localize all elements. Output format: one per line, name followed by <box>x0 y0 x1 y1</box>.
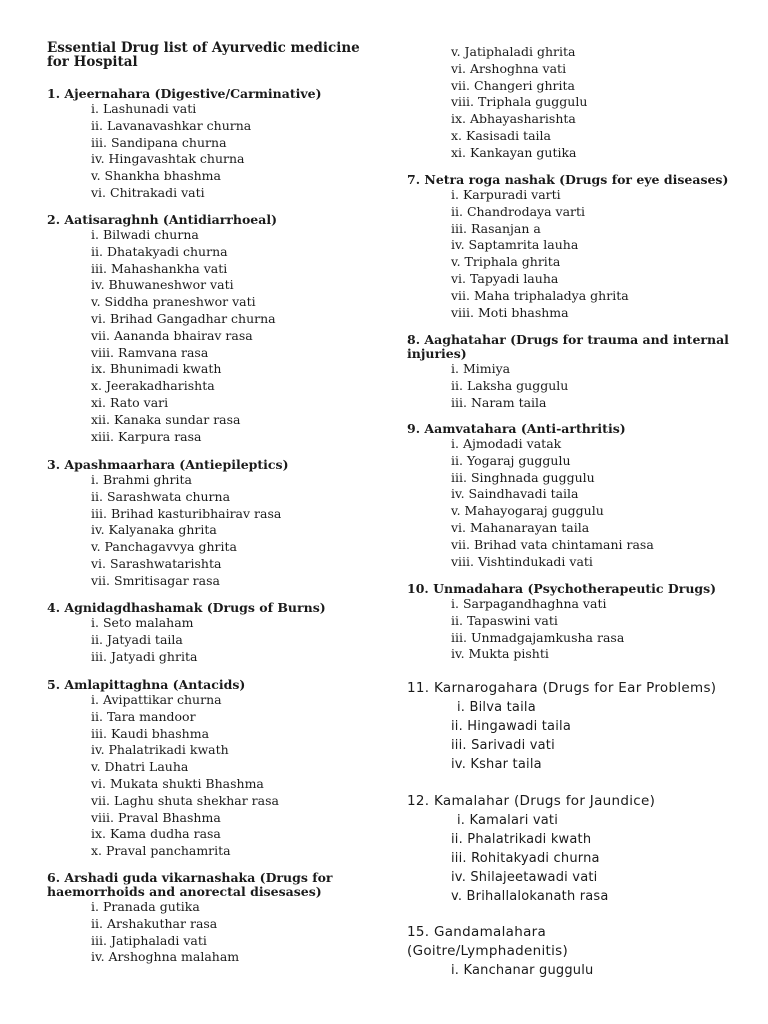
drug-item: ii. Tapaswini vati <box>451 612 558 628</box>
drug-item: i. Pranada gutika <box>91 899 200 914</box>
drug-list <box>407 596 757 663</box>
drug-item: iii. Jatiphaladi vati <box>91 932 207 948</box>
drug-item: iv. Shilajeetawadi vati <box>451 870 598 885</box>
drug-item: v. Dhatri Lauha <box>91 759 189 775</box>
drug-item: i. Kamalari vati <box>457 813 559 828</box>
drug-item: ii. Tara mandoor <box>91 708 196 724</box>
drug-item: i. Bilva taila <box>457 700 536 715</box>
drug-item: vi. Tapyadi lauha <box>451 270 559 286</box>
section-gandamalahara <box>407 923 667 980</box>
drug-item: vi. Mukata shukti Bhashma <box>91 775 264 791</box>
drug-item: xiii. Karpura rasa <box>91 428 202 444</box>
drug-list <box>407 361 757 411</box>
section-heading: 7. Netra roga nashak (Drugs for eye diseases) <box>407 172 729 187</box>
section-aamvatahara <box>407 422 757 570</box>
drug-item: iii. Jatyadi ghrita <box>91 648 198 664</box>
drug-item: i. Bilwadi churna <box>91 227 199 242</box>
drug-item: i. Ajmodadi vatak <box>451 436 562 451</box>
section-heading: 9. Aamvatahara (Anti-arthritis) <box>407 421 626 436</box>
drug-item: ii. Chandrodaya varti <box>451 203 586 219</box>
drug-list <box>47 227 387 445</box>
section-amlapittaghna <box>47 678 387 860</box>
drug-item: ii. Sarashwata churna <box>91 488 231 504</box>
section-unmadahara <box>407 582 757 663</box>
drug-item: ii. Yogaraj guggulu <box>451 452 571 468</box>
section-heading: 5. Amlapittaghna (Antacids) <box>47 677 246 692</box>
drug-item: iv. Mukta pishti <box>451 646 549 662</box>
drug-item: iv. Saindhavadi taila <box>451 486 579 502</box>
drug-item: iii. Rohitakyadi churna <box>451 851 600 866</box>
section-aatisaraghnh <box>47 213 387 445</box>
drug-list <box>407 44 757 162</box>
drug-item: vii. Laghu shuta shekhar rasa <box>91 792 279 808</box>
drug-item: x. Praval panchamrita <box>91 843 231 859</box>
drug-item: iv. Arshoghna malaham <box>91 949 240 965</box>
drug-item: vi. Mahanarayan taila <box>451 519 590 535</box>
section-heading: 4. Agnidagdhashamak (Drugs of Burns) <box>47 600 326 615</box>
drug-item: vi. Sarashwatarishta <box>91 555 222 571</box>
document-title: Essential Drug list of Ayurvedic medicine for Hospital <box>47 40 360 70</box>
drug-item: i. Mimiya <box>451 361 511 376</box>
section-karnarogahara <box>407 679 757 774</box>
drug-item: iii. Brihad kasturibhairav rasa <box>91 505 282 521</box>
drug-item: vi. Arshoghna vati <box>451 60 567 76</box>
drug-item: ix. Kama dudha rasa <box>91 826 221 842</box>
drug-item: iii. Kaudi bhashma <box>91 725 210 741</box>
drug-item: iii. Mahashankha vati <box>91 260 228 276</box>
drug-item: v. Panchagavvya ghrita <box>91 539 237 555</box>
drug-item: i. Lashunadi vati <box>91 101 197 116</box>
drug-item: ii. Hingawadi taila <box>451 719 571 734</box>
drug-list <box>407 961 667 980</box>
drug-item: viii. Moti bhashma <box>451 304 569 320</box>
drug-item: i. Karpuradi varti <box>451 187 561 202</box>
drug-item: iv. Hingavashtak churna <box>91 151 245 167</box>
drug-item: iv. Kalyanaka ghrita <box>91 522 217 538</box>
drug-item: v. Brihallalokanath rasa <box>451 889 609 904</box>
drug-item: xii. Kanaka sundar rasa <box>91 411 241 427</box>
drug-item: ii. Lavanavashkar churna <box>91 117 252 133</box>
section-heading: 15. Gandamalahara (Goitre/Lymphadenitis) <box>407 924 569 959</box>
section-heading: 8. Aaghatahar (Drugs for trauma and internal injuries) <box>407 332 729 361</box>
section-heading: 12. Kamalahar (Drugs for Jaundice) <box>407 793 656 809</box>
drug-item: iv. Phalatrikadi kwath <box>91 742 229 758</box>
drug-list <box>47 899 387 966</box>
drug-item: xi. Kankayan gutika <box>451 144 577 160</box>
drug-item: iv. Kshar taila <box>451 757 542 772</box>
drug-list <box>407 436 757 570</box>
drug-item: ii. Laksha guggulu <box>451 377 569 393</box>
drug-item: iv. Saptamrita lauha <box>451 237 579 253</box>
drug-item: v. Mahayogaraj guggulu <box>451 503 604 519</box>
drug-item: viii. Vishtindukadi vati <box>451 553 593 569</box>
drug-item: viii. Ramvana rasa <box>91 344 209 360</box>
drug-item: v. Siddha praneshwor vati <box>91 294 256 310</box>
drug-list <box>47 615 387 665</box>
drug-item: ix. Abhayasharishta <box>451 111 576 127</box>
drug-item: vii. Brihad vata chintamani rasa <box>451 536 654 552</box>
drug-item: i. Kanchanar guggulu <box>451 963 594 978</box>
drug-item: i. Brahmi ghrita <box>91 472 192 487</box>
drug-item: i. Avipattikar churna <box>91 692 222 707</box>
drug-item: iii. Sarivadi vati <box>451 738 555 753</box>
drug-item: iii. Unmadgajamkusha rasa <box>451 629 625 645</box>
drug-item: v. Jatiphaladi ghrita <box>451 44 576 59</box>
section-heading: 6. Arshadi guda vikarnashaka (Drugs for haemorrhoids and anorectal disesases) <box>47 870 333 899</box>
drug-item: v. Triphala ghrita <box>451 254 561 270</box>
drug-item: x. Kasisadi taila <box>451 127 551 143</box>
section-heading: 10. Unmadahara (Psychotherapeutic Drugs) <box>407 581 717 596</box>
section-apashmaarhara <box>47 458 387 590</box>
drug-item: x. Jeerakadharishta <box>91 378 215 394</box>
drug-item: i. Sarpagandhaghna vati <box>451 596 607 611</box>
drug-list <box>407 187 757 321</box>
drug-list <box>407 811 757 906</box>
drug-item: xi. Rato vari <box>91 394 169 410</box>
drug-item: iii. Singhnada guggulu <box>451 469 595 485</box>
drug-item: vii. Changeri ghrita <box>451 77 575 93</box>
section-arshadi-guda-vikarnashaka <box>47 871 387 966</box>
drug-list <box>47 692 387 860</box>
drug-list <box>47 472 387 590</box>
drug-item: ii. Arshakuthar rasa <box>91 915 218 931</box>
section-heading: 3. Apashmaarhara (Antiepileptics) <box>47 457 289 472</box>
drug-item: vii. Smritisagar rasa <box>91 572 220 588</box>
section-arshadi-continued <box>407 44 757 162</box>
drug-item: viii. Triphala guggulu <box>451 94 588 110</box>
section-aaghatahar <box>407 333 757 411</box>
section-netra-roga-nashak <box>407 173 757 321</box>
section-heading: 11. Karnarogahara (Drugs for Ear Problems) <box>407 680 717 696</box>
section-heading: 2. Aatisaraghnh (Antidiarrhoeal) <box>47 212 278 227</box>
drug-item: vi. Brihad Gangadhar churna <box>91 310 276 326</box>
drug-item: ii. Dhatakyadi churna <box>91 243 228 259</box>
drug-item: vi. Chitrakadi vati <box>91 184 205 200</box>
drug-list <box>407 698 757 774</box>
drug-item: ii. Jatyadi taila <box>91 631 183 647</box>
section-ajeernahara <box>47 87 387 202</box>
drug-item: ii. Phalatrikadi kwath <box>451 832 592 847</box>
section-kamalahar <box>407 792 757 906</box>
drug-item: v. Shankha bhashma <box>91 168 221 184</box>
drug-item: iii. Naram taila <box>451 394 547 410</box>
drug-item: i. Seto malaham <box>91 615 194 630</box>
drug-item: iii. Sandipana churna <box>91 134 227 150</box>
drug-item: ix. Bhunimadi kwath <box>91 361 222 377</box>
drug-item: vii. Maha triphaladya ghrita <box>451 287 629 303</box>
drug-item: iv. Bhuwaneshwor vati <box>91 277 234 293</box>
section-agnidagdhashamak <box>47 601 387 665</box>
section-heading: 1. Ajeernahara (Digestive/Carminative) <box>47 86 322 101</box>
drug-item: vii. Aananda bhairav rasa <box>91 327 253 343</box>
drug-item: iii. Rasanjan a <box>451 220 541 236</box>
drug-list <box>47 101 387 202</box>
drug-item: viii. Praval Bhashma <box>91 809 221 825</box>
